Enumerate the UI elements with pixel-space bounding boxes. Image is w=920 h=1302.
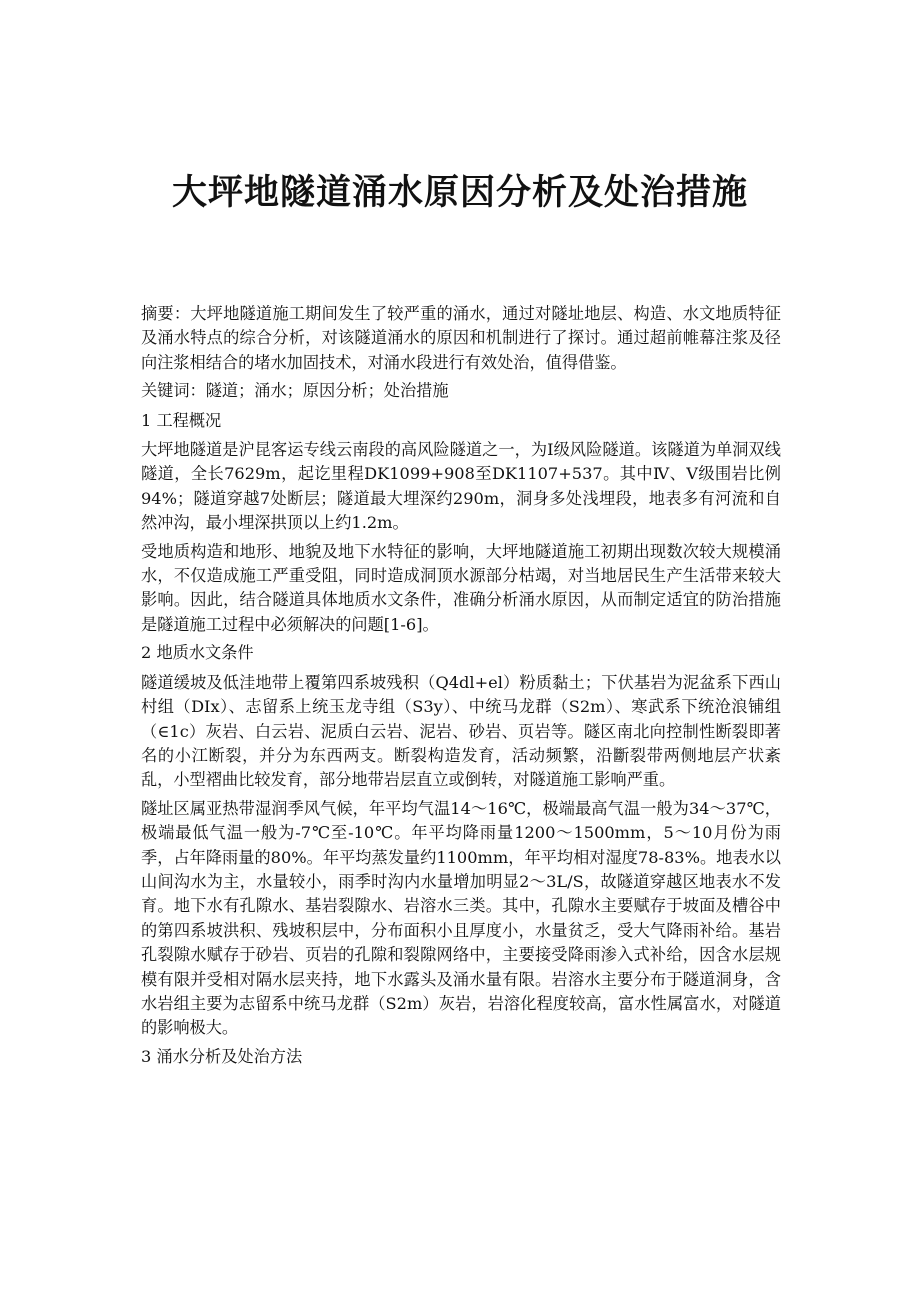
body-paragraph: 隧址区属亚热带湿润季风气候，年平均气温14～16℃，极端最高气温一般为34～37℃，极端最低气温一般为-7℃至-10℃。年平均降雨量1200～1500mm，5～10月份为雨季，占年降雨量的80%。年平均蒸发量约1100mm，年平均相对湿度78-83%。地表水以山间沟水为主，水量较小，雨季时沟内水量增加明显2～3L/S，故隧道穿越区地表水不发育。地下水有孔隙水、基岩裂隙水、岩溶水三类。其中，孔隙水主要赋存于坡面及槽谷中的第四系坡洪积、残坡积层中，分布面积小且厚度小，水量贫乏，受大气降雨补给。基岩孔裂隙水赋存于砂岩、页岩的孔隙和裂隙网络中，主要接受降雨渗入式补给，因含水层规模有限并受相对隔水层夹持，地下水露头及涌水量有限。岩溶水主要分布于隧道洞身，含水岩组主要为志留系中统马龙群（S2m）灰岩，岩溶化程度较高，富水性属富水，对隧道的影响极大。 bbox=[141, 798, 781, 1038]
body-paragraph: 大坪地隧道是沪昆客运专线云南段的高风险隧道之一，为Ⅰ级风险隧道。该隧道为单洞双线隧道，全长7629m，起讫里程DK1099+908至DK1107+537。其中Ⅳ、Ⅴ级围岩比例94%；隧道穿越7处断层；隧道最大埋深约290m，洞身多处浅埋段，地表多有河流和自然冲沟，最小埋深拱顶以上约1.2m。 bbox=[141, 440, 781, 533]
body-paragraph: 隧道缓坡及低洼地带上覆第四系坡残积（Q4dl+el）粉质黏土；下伏基岩为泥盆系下西山村组（DIx）、志留系上统玉龙寺组（S3y）、中统马龙群（S2m）、寒武系下统沧浪铺组（∈1c）灰岩、白云岩、泥质白云岩、泥岩、砂岩、页岩等。隧区南北向控制性断裂即著名的小江断裂，并分为东西两支。断裂构造发育，活动频繁，沿斷裂带两侧地层产状紊乱，小型褶曲比较发育，部分地带岩层直立或倒转，对隧道施工影响严重。 bbox=[141, 672, 781, 790]
abstract-paragraph: 摘要：大坪地隧道施工期间发生了较严重的涌水，通过对隧址地层、构造、水文地质特征及涌水特点的综合分析，对该隧道涌水的原因和机制进行了探讨。通过超前帷幕注浆及径向注浆相结合的堵水加固技术，对涌水段进行有效处治，值得借鉴。 bbox=[141, 304, 781, 372]
document-title: 大坪地隧道涌水原因分析及处治措施 bbox=[171, 173, 748, 213]
body-paragraph: 受地质构造和地形、地貌及地下水特征的影响，大坪地隧道施工初期出现数次较大规模涌水，不仅造成施工严重受阻，同时造成洞顶水源部分枯竭，对当地居民生产生活带来较大影响。因此，结合隧道具体地质水文条件，准确分析涌水原因，从而制定适宜的防治措施是隧道施工过程中必须解决的问题[1-6]。 bbox=[141, 541, 781, 634]
keywords-line: 关键词：隧道；涌水；原因分析；处治措施 bbox=[141, 381, 449, 401]
section-heading: 2 地质水文条件 bbox=[141, 643, 254, 663]
section-heading: 1 工程概况 bbox=[141, 410, 222, 430]
document-body bbox=[141, 302, 781, 1074]
section-heading: 3 涌水分析及处治方法 bbox=[141, 1046, 303, 1066]
